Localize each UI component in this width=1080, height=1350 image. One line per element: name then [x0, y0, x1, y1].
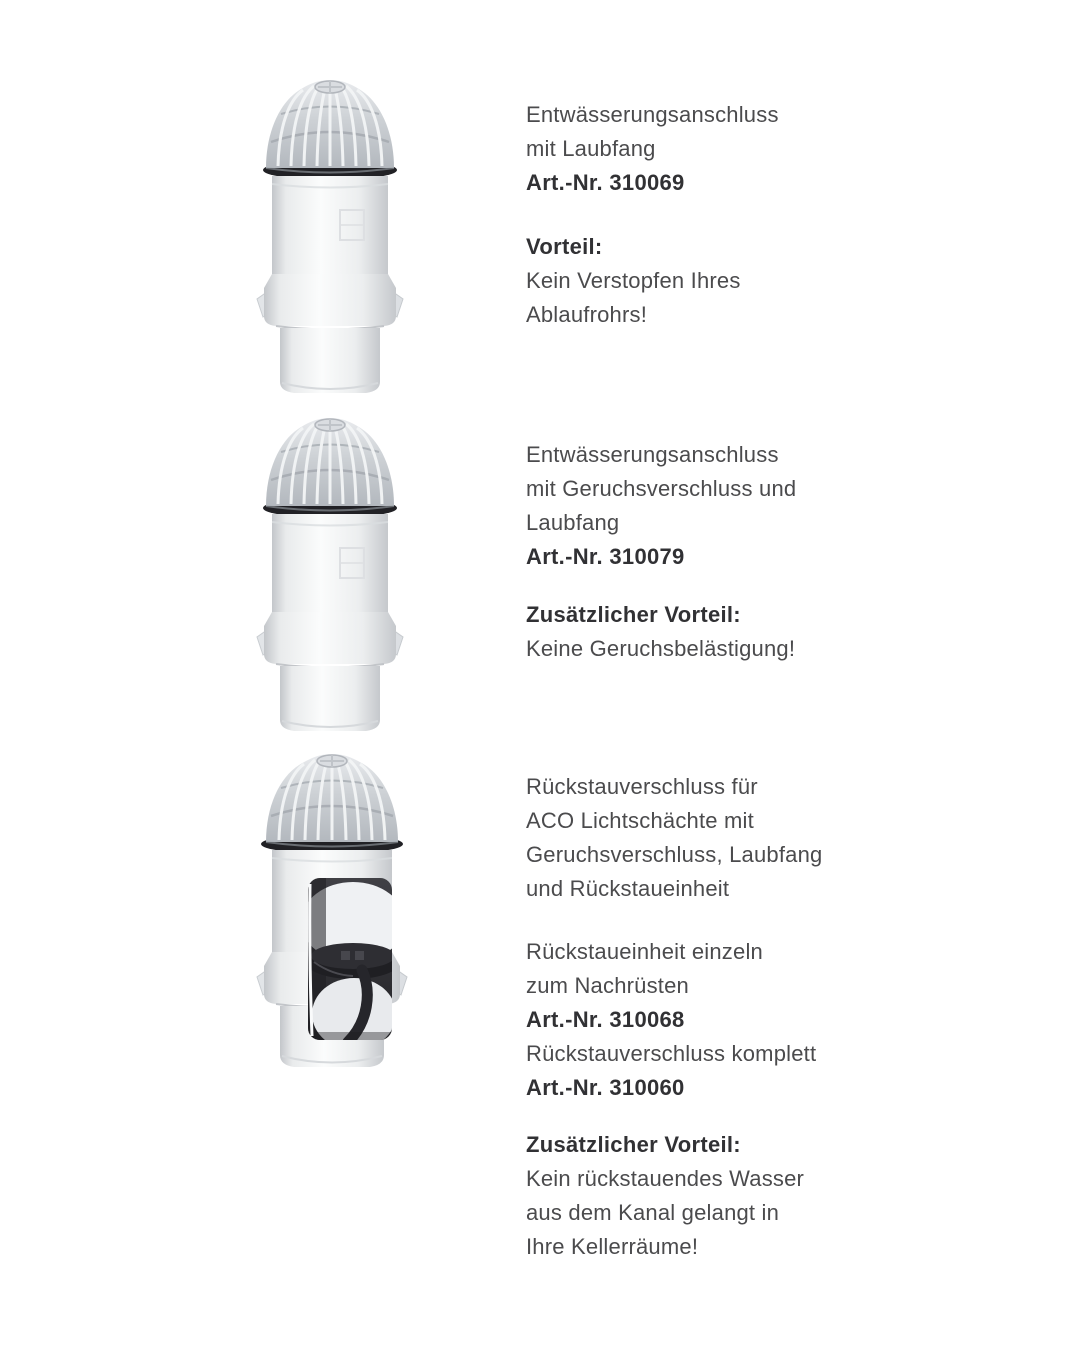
article-number: Art.-Nr. 310069 — [526, 170, 685, 195]
article-number: Art.-Nr. 310079 — [526, 544, 685, 569]
spacer — [526, 906, 822, 935]
product-description-310079 — [526, 438, 796, 666]
product-name-line: Laubfang — [526, 510, 620, 535]
product-description-310069 — [526, 98, 779, 332]
benefit-heading: Zusätzlicher Vorteil: — [526, 1132, 741, 1157]
benefit-line: aus dem Kanal gelangt in — [526, 1200, 780, 1225]
article-number: Art.-Nr. 310060 — [526, 1075, 685, 1100]
product-name-line: und Rückstaueinheit — [526, 876, 730, 901]
retrofit-line: Rückstaueinheit einzeln — [526, 939, 763, 964]
backflow-stop-cutaway-image — [253, 752, 411, 1072]
product-name-line: Rückstauverschluss für — [526, 774, 758, 799]
benefit-line: Ablaufrohrs! — [526, 302, 648, 327]
spacer — [526, 1105, 822, 1128]
product-name-line: Geruchsverschluss, Laubfang — [526, 842, 823, 867]
drainage-connector-leaf-catcher-image — [256, 78, 406, 398]
benefit-line: Ihre Kellerräume! — [526, 1234, 699, 1259]
benefit-heading: Vorteil: — [526, 234, 603, 259]
product-name-line: mit Geruchsverschluss und — [526, 476, 797, 501]
spacer — [526, 574, 796, 598]
benefit-heading: Zusätzlicher Vorteil: — [526, 602, 741, 627]
product-description-310060 — [526, 770, 822, 1264]
retrofit-line: zum Nachrüsten — [526, 973, 689, 998]
article-number: Art.-Nr. 310068 — [526, 1007, 685, 1032]
product-name-line: Entwässerungsanschluss — [526, 102, 779, 127]
spacer — [526, 200, 779, 230]
product-name-line: ACO Lichtschächte mit — [526, 808, 754, 833]
product-name-line: mit Laubfang — [526, 136, 656, 161]
product-name-line: Entwässerungsanschluss — [526, 442, 779, 467]
benefit-line: Keine Geruchsbelästigung! — [526, 636, 796, 661]
drainage-connector-odour-trap-image — [256, 416, 406, 736]
benefit-line: Kein Verstopfen Ihres — [526, 268, 741, 293]
complete-line: Rückstauverschluss komplett — [526, 1041, 817, 1066]
benefit-line: Kein rückstauendes Wasser — [526, 1166, 805, 1191]
